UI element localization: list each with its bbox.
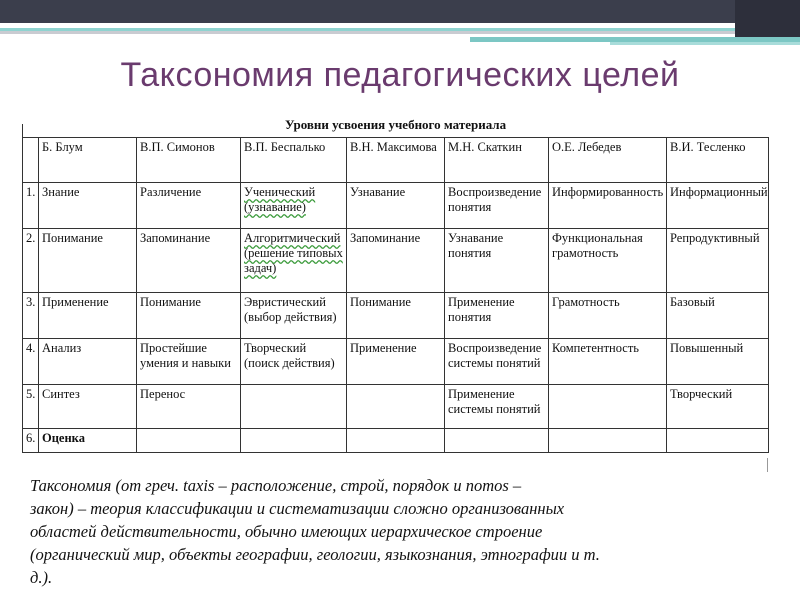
table-cell: Эвристический (выбор действия) bbox=[241, 293, 347, 339]
table-cell: Синтез bbox=[39, 385, 137, 429]
table-row bbox=[23, 183, 769, 229]
table-cell: Запоминание bbox=[347, 229, 445, 293]
table-cell bbox=[445, 429, 549, 453]
header-cell: О.Е. Лебедев bbox=[549, 138, 667, 183]
table-cell: Ученический (узнавание) bbox=[241, 183, 347, 229]
table-cell: Применение системы понятий bbox=[445, 385, 549, 429]
decor-top-bar bbox=[0, 0, 800, 23]
table-cell bbox=[549, 429, 667, 453]
table-cell: Применение bbox=[347, 339, 445, 385]
table-row bbox=[23, 429, 769, 453]
table-cell: Запоминание bbox=[137, 229, 241, 293]
table-cell: Алгоритмический (решение типовых задач) bbox=[241, 229, 347, 293]
table-cell: Репродуктивный bbox=[667, 229, 769, 293]
definition-line: областей действительности, обычно имеющих иерархическое строение bbox=[30, 522, 543, 541]
table-cell: Простейшие умения и навыки bbox=[137, 339, 241, 385]
table-cell bbox=[347, 385, 445, 429]
table-row bbox=[23, 385, 769, 429]
table-cell: Перенос bbox=[137, 385, 241, 429]
table-cell bbox=[241, 385, 347, 429]
header-cell: Б. Блум bbox=[39, 138, 137, 183]
table-cell: Функциональная грамотность bbox=[549, 229, 667, 293]
table-row bbox=[23, 339, 769, 385]
header-cell bbox=[23, 138, 39, 183]
table-cell: Применение понятия bbox=[445, 293, 549, 339]
table-scan-edge bbox=[22, 124, 23, 138]
table-cell: 2. bbox=[23, 229, 39, 293]
definition-line: закон) – теория классификации и систематизации сложно организованных bbox=[30, 499, 565, 518]
table-cell: Знание bbox=[39, 183, 137, 229]
table-cell: 1. bbox=[23, 183, 39, 229]
table-cell: Информационный bbox=[667, 183, 769, 229]
table-cell: Понимание bbox=[347, 293, 445, 339]
decor-corner-teal-light bbox=[610, 42, 800, 45]
levels-table bbox=[22, 137, 769, 453]
table-row bbox=[23, 293, 769, 339]
table-cell bbox=[137, 429, 241, 453]
slide-title: Таксономия педагогических целей bbox=[120, 56, 680, 94]
table-cell: Воспроизведение системы понятий bbox=[445, 339, 549, 385]
definition-line: (органический мир, объекты географии, геологии, языкознания, этнографии и т. bbox=[30, 545, 600, 564]
decor-corner-dark bbox=[735, 0, 800, 37]
header-cell: В.Н. Максимова bbox=[347, 138, 445, 183]
header-cell: М.Н. Скаткин bbox=[445, 138, 549, 183]
table-cell bbox=[667, 429, 769, 453]
table-scan-edge bbox=[767, 458, 768, 472]
table-cell bbox=[241, 429, 347, 453]
table-cell: Информированность bbox=[549, 183, 667, 229]
table-cell: Повышенный bbox=[667, 339, 769, 385]
definition-line: Таксономия (от греч. taxis – расположение, строй, порядок и nomos – bbox=[30, 476, 522, 495]
table-cell: Творческий (поиск действия) bbox=[241, 339, 347, 385]
header-cell: В.И. Тесленко bbox=[667, 138, 769, 183]
table-header-row bbox=[23, 138, 769, 183]
table-cell: Воспроизведение понятия bbox=[445, 183, 549, 229]
table-cell: Понимание bbox=[39, 229, 137, 293]
table-cell: Понимание bbox=[137, 293, 241, 339]
table-cell: Анализ bbox=[39, 339, 137, 385]
table-cell bbox=[347, 429, 445, 453]
table-cell: Узнавание bbox=[347, 183, 445, 229]
table-cell: Различение bbox=[137, 183, 241, 229]
table-cell: 6. bbox=[23, 429, 39, 453]
table-cell: 3. bbox=[23, 293, 39, 339]
table-cell: Компетентность bbox=[549, 339, 667, 385]
table-cell: 5. bbox=[23, 385, 39, 429]
table-caption: Уровни усвоения учебного материала bbox=[285, 117, 507, 132]
table-cell: Оценка bbox=[39, 429, 137, 453]
table-cell: Применение bbox=[39, 293, 137, 339]
decor-stripe-gray bbox=[0, 31, 800, 34]
table-cell: Узнавание понятия bbox=[445, 229, 549, 293]
table-cell: Творческий bbox=[667, 385, 769, 429]
table-cell bbox=[549, 385, 667, 429]
table-cell: Грамотность bbox=[549, 293, 667, 339]
table-cell: Базовый bbox=[667, 293, 769, 339]
header-cell: В.П. Симонов bbox=[137, 138, 241, 183]
table-cell: 4. bbox=[23, 339, 39, 385]
definition-line: д.). bbox=[30, 568, 53, 587]
header-cell: В.П. Беспалько bbox=[241, 138, 347, 183]
taxonomy-definition bbox=[30, 474, 800, 589]
table-row bbox=[23, 229, 769, 293]
